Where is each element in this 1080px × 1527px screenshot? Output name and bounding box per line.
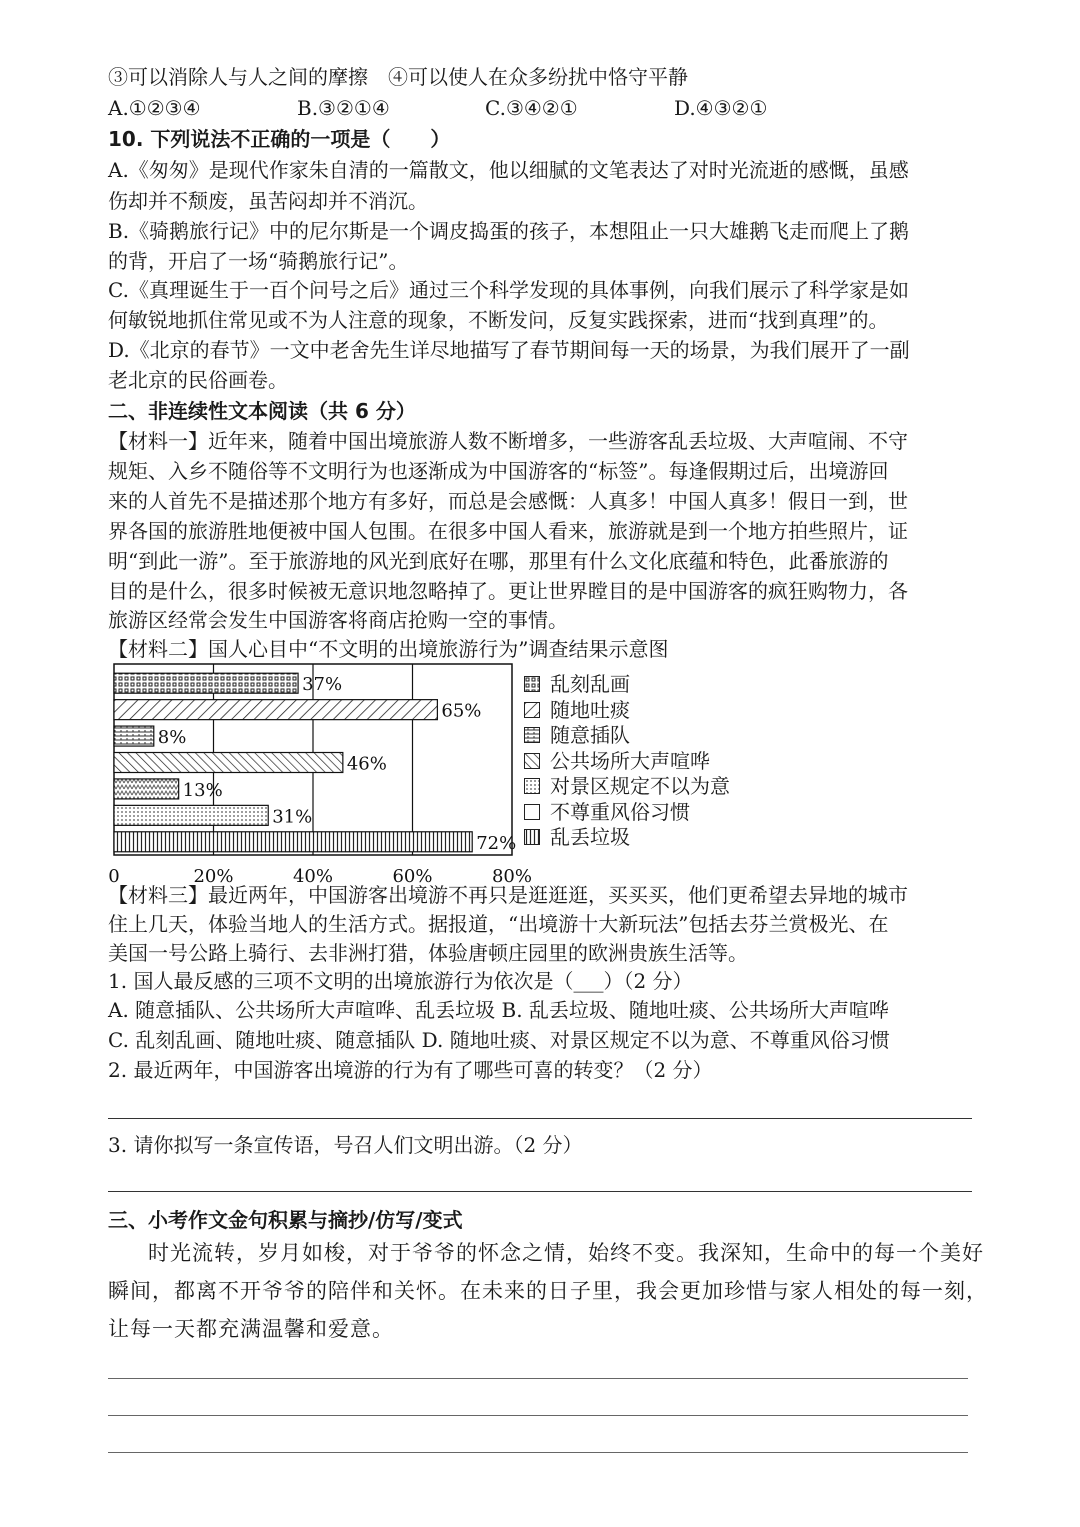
q10-line: C.《真理诞生于一百个问号之后》通过三个科学发现的具体事例，向我们展示了科学家是如 [108,278,909,302]
q10-line: B.《骑鹅旅行记》中的尼尔斯是一个调皮捣蛋的孩子，本想阻止一只大雄鹅飞走而爬上了鹅 [108,219,910,243]
chart-data-label: 13% [182,779,223,801]
chart-bar [114,753,343,773]
q10-line: A.《匆匆》是现代作家朱自清的一篇散文，他以细腻的文笔表达了对时光流逝的感慨，虽感 [108,158,909,182]
material1-line: 明“到此一游”。至于旅游地的风光到底好在哪，那里有什么文化底蕴和特色，此番旅游的 [108,549,889,573]
q10-title: 10. 下列说法不正确的一项是（ ） [108,127,451,151]
chart-tick-label: 80% [491,866,533,887]
material3-line: 住上几天，体验当地人的生活方式。据报道，“出境游十大新玩法”包括去芬兰赏极光、在 [108,912,889,936]
section3-line: 时光流转，岁月如梭，对于爷爷的怀念之情，始终不变。我深知，生命中的每一个美好 [148,1241,984,1265]
chart-data-label: 37% [302,674,343,696]
legend-label: 公共场所大声喧哗 [550,748,710,773]
chart-tick-label: 40% [292,866,334,887]
material1-line: 旅游区经常会发生中国游客将商店抢购一空的事情。 [108,608,568,632]
answer-line[interactable] [108,1118,972,1119]
legend-swatch [524,702,540,718]
legend-label: 对景区规定不以为意 [550,774,730,798]
q9-option-b: B.③②①④ [297,96,390,120]
question-2: 2. 最近两年，中国游客出境游的行为有了哪些可喜的转变？（2 分） [108,1058,713,1082]
legend-label: 随意插队 [550,723,630,747]
legend-swatch [524,753,540,769]
survey-bar-chart [100,658,560,888]
section3-line: 让每一天都充满温馨和爱意。 [108,1317,394,1341]
q9-option-c: C.③④②① [485,96,578,120]
q10-line: 伤却并不颓废，虽苦闷却并不消沉。 [108,189,428,213]
chart-bar [114,700,437,720]
writing-line[interactable] [108,1452,968,1453]
legend-label: 随地吐痰 [550,697,630,722]
section3-heading: 三、小考作文金句积累与摘抄/仿写/变式 [108,1208,463,1232]
chart-tick-label: 60% [392,866,433,887]
chart-bar [114,805,268,825]
chart-data-label: 8% [157,727,187,749]
q9-option-d: D.④③②① [674,96,768,120]
chart-bar [114,779,179,799]
legend-swatch [524,778,540,794]
chart-bar [114,832,472,852]
chart-data-label: 65% [441,700,482,722]
legend-swatch [524,804,540,820]
chart-data-label: 31% [272,806,313,828]
q9-items-line: ③可以消除人与人之间的摩擦 ④可以使人在众多纷扰中恪守平静 [108,65,688,89]
q9-option-a: A.①②③④ [108,96,201,120]
material3-line: 【材料三】最近两年，中国游客出境游不再只是逛逛逛，买买买，他们更希望去异地的城市 [108,883,908,907]
q10-line: 的背，开启了一场“骑鹅旅行记”。 [108,249,409,273]
q10-line: 何敏锐地抓住常见或不为人注意的现象，不断发问，反复实践探索，进而“找到真理”的。 [108,308,889,332]
writing-line[interactable] [108,1415,968,1416]
answer-line[interactable] [108,1191,972,1192]
section2-heading: 二、非连续性文本阅读（共 6 分） [108,399,416,423]
legend-label: 乱刻乱画 [550,672,630,696]
writing-line[interactable] [108,1378,968,1379]
material3-line: 美国一号公路上骑行、去非洲打猎，体验唐顿庄园里的欧洲贵族生活等。 [108,941,748,965]
material1-line: 界各国的旅游胜地便被中国人包围。在很多中国人看来，旅游就是到一个地方拍些照片，证 [108,519,908,543]
question-1-option-line: A. 随意插队、公共场所大声喧哗、乱丢垃圾 B. 乱丢垃圾、随地吐痰、公共场所大声喧哗 [108,998,889,1022]
legend-swatch [524,676,540,692]
question-3: 3. 请你拟写一条宣传语，号召人们文明出游。（2 分） [108,1133,583,1157]
q10-line: D.《北京的春节》一文中老舍先生详尽地描写了春节期间每一天的场景，为我们展开了一副 [108,338,910,362]
legend-label: 乱丢垃圾 [550,825,630,849]
material1-line: 目的是什么，很多时候被无意识地忽略掉了。更让世界瞠目的是中国游客的疯狂购物力，各 [108,579,908,603]
material1-line: 【材料一】近年来，随着中国出境旅游人数不断增多，一些游客乱丢垃圾、大声喧闹、不守 [108,429,908,453]
material1-line: 来的人首先不是描述那个地方有多好，而总是会感慨：人真多！中国人真多！假日一到，世 [108,489,908,513]
chart-tick-label: 20% [193,866,234,887]
legend-swatch [524,727,540,743]
material2-title: 【材料二】国人心目中“不文明的出境旅游行为”调查结果示意图 [108,637,669,661]
chart-data-label: 72% [476,832,517,854]
question-1-option-line: C. 乱刻乱画、随地吐痰、随意插队 D. 随地吐痰、对景区规定不以为意、不尊重风俗习惯 [108,1028,890,1052]
question-1: 1. 国人最反感的三项不文明的出境旅游行为依次是（___）（2 分） [108,969,693,993]
legend-swatch [524,829,540,845]
chart-data-label: 46% [346,753,387,775]
legend-label: 不尊重风俗习惯 [550,799,690,824]
material1-line: 规矩、入乡不随俗等不文明行为也逐渐成为中国游客的“标签”。每逢假期过后，出境游回 [108,459,889,483]
chart-tick-label: 0 [108,866,120,887]
chart-bar [114,673,298,693]
section3-line: 瞬间，都离不开爷爷的陪伴和关怀。在未来的日子里，我会更加珍惜与家人相处的每一刻， [108,1279,988,1303]
chart-bar [114,726,154,746]
q10-line: 老北京的民俗画卷。 [108,368,288,392]
